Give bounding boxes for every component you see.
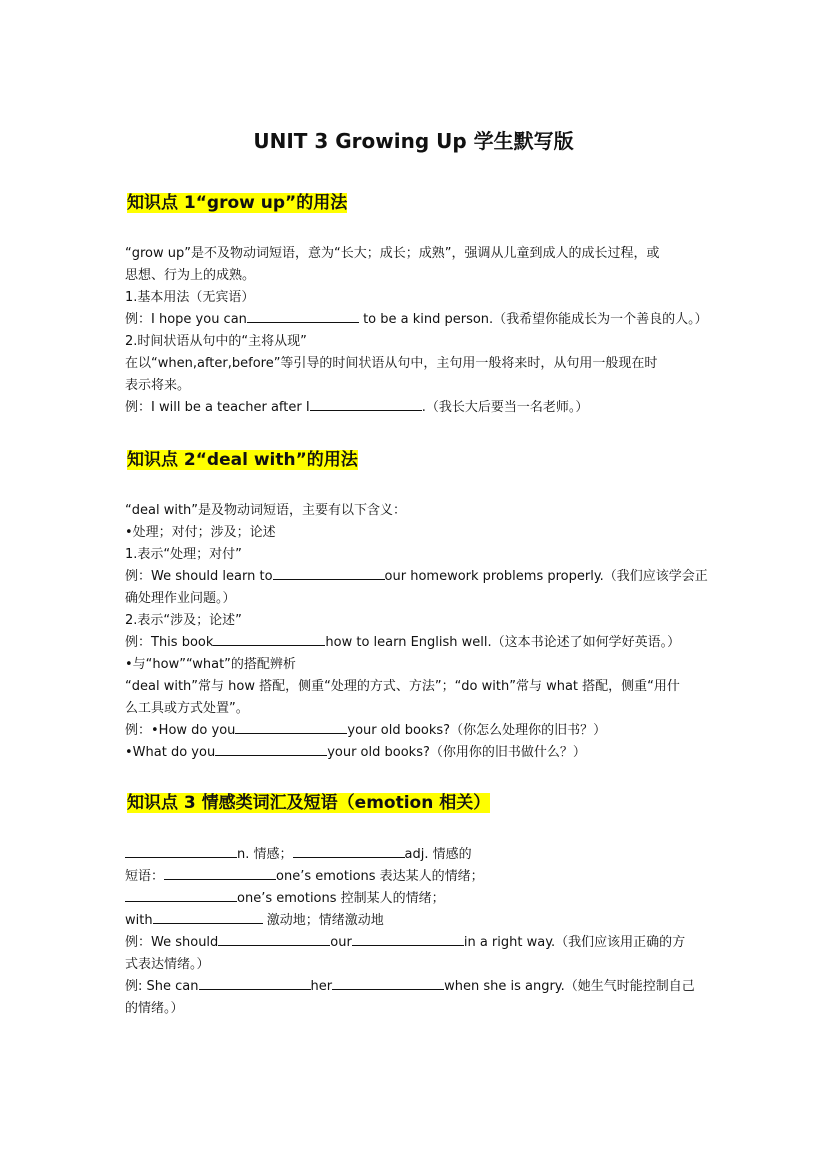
s1-example-1 bbox=[125, 309, 710, 331]
section-1-heading bbox=[125, 190, 349, 216]
s1-rule-line-1: 在以“when,after,before”等引导的时间状语从句中，主句用一般将来时，从句用一般现在时 bbox=[125, 356, 658, 371]
s2-example-1-text-a: 例：We should learn to bbox=[125, 569, 273, 584]
fill-blank[interactable] bbox=[218, 933, 330, 946]
s2-example-4-text-b: your old books?（你用你的旧书做什么？） bbox=[327, 745, 586, 760]
s3-phrase-1 bbox=[125, 866, 710, 888]
s3-vocab-text-a: n. 情感； bbox=[237, 847, 293, 862]
s2-meanings: •处理；对付；涉及；论述 bbox=[125, 525, 276, 540]
s3-example-2 bbox=[125, 976, 710, 998]
fill-blank[interactable] bbox=[332, 977, 444, 990]
s2-subheading-2: 2.表示“涉及；论述” bbox=[125, 613, 242, 628]
fill-blank[interactable] bbox=[273, 567, 385, 580]
s3-phrase-1-text-a: 短语： bbox=[125, 869, 165, 884]
section-2-heading bbox=[125, 447, 360, 473]
s3-example-1-text-b: our bbox=[330, 935, 352, 950]
s2-example-3-text-b: your old books?（你怎么处理你的旧书？） bbox=[347, 723, 607, 738]
page-title: UNIT 3 Growing Up 学生默写版 bbox=[253, 129, 574, 153]
fill-blank[interactable] bbox=[199, 977, 311, 990]
s3-example-1 bbox=[125, 932, 710, 954]
s3-phrase-2-text-b: one’s emotions 控制某人的情绪； bbox=[237, 891, 445, 906]
s3-example-1-cont: 式表达情绪。） bbox=[125, 957, 210, 972]
section-2-heading-text: 知识点 2“deal with”的用法 bbox=[127, 450, 358, 470]
fill-blank[interactable] bbox=[153, 911, 263, 924]
fill-blank[interactable] bbox=[247, 310, 359, 323]
s3-phrase-3-text-b: 激动地；情绪激动地 bbox=[266, 913, 384, 928]
s1-rule-line-2: 表示将来。 bbox=[125, 378, 191, 393]
s1-intro-line-1: “grow up”是不及物动词短语，意为“长大；成长；成熟”，强调从儿童到成人的成长过程，或 bbox=[125, 246, 660, 261]
s1-example-2 bbox=[125, 397, 710, 419]
s2-intro: “deal with”是及物动词短语，主要有以下含义： bbox=[125, 503, 407, 518]
s3-phrase-2 bbox=[125, 888, 710, 910]
s2-example-1 bbox=[125, 566, 710, 588]
s2-example-1-cont: 确处理作业问题。） bbox=[125, 591, 236, 606]
s3-example-1-text-c: in a right way.（我们应该用正确的方 bbox=[463, 935, 686, 950]
s1-example-1-text-b: to be a kind person.（我希望你能成长为一个善良的人。） bbox=[363, 312, 708, 327]
s2-compare-heading: •与“how”“what”的搭配辨析 bbox=[125, 657, 296, 672]
s1-subheading-1: 1.基本用法（无宾语） bbox=[125, 290, 255, 305]
s1-example-2-text-b: .（我长大后要当一名老师。） bbox=[421, 400, 589, 415]
s3-phrase-1-text-b: one’s emotions 表达某人的情绪； bbox=[276, 869, 484, 884]
s2-compare-line-2: 么工具或方式处置”。 bbox=[125, 701, 249, 716]
section-1-heading-text: 知识点 1“grow up”的用法 bbox=[127, 193, 348, 213]
s3-example-1-text-a: 例：We should bbox=[125, 935, 219, 950]
section-3-heading bbox=[125, 790, 492, 816]
s2-compare-line-1: “deal with”常与 how 搭配，侧重“处理的方式、方法”；“do with”常与 what 搭配，侧重“用什 bbox=[125, 679, 680, 694]
s2-example-1-text-b: our homework problems properly.（我们应该学会正 bbox=[384, 569, 708, 584]
s1-subheading-2: 2.时间状语从句中的“主将从现” bbox=[125, 334, 307, 349]
s2-example-2-text-a: 例：This book bbox=[125, 635, 214, 650]
s2-example-4 bbox=[125, 742, 710, 764]
section-3-heading-text: 知识点 3 情感类词汇及短语（emotion 相关） bbox=[127, 793, 491, 813]
fill-blank[interactable] bbox=[125, 889, 237, 902]
fill-blank[interactable] bbox=[125, 845, 237, 858]
s2-example-4-text-a: •What do you bbox=[125, 745, 216, 760]
s3-example-2-text-b: her bbox=[310, 979, 333, 994]
s2-subheading-1: 1.表示“处理；对付” bbox=[125, 547, 242, 562]
s1-intro-line-2: 思想、行为上的成熟。 bbox=[125, 268, 256, 283]
s2-example-3-text-a: 例：•How do you bbox=[125, 723, 236, 738]
s2-example-3 bbox=[125, 720, 710, 742]
s3-example-2-text-a: 例: She can bbox=[125, 979, 199, 994]
s1-example-2-text-a: 例：I will be a teacher after I bbox=[125, 400, 310, 415]
fill-blank[interactable] bbox=[164, 867, 276, 880]
s2-example-2 bbox=[125, 632, 710, 654]
s3-phrase-3 bbox=[125, 910, 710, 932]
fill-blank[interactable] bbox=[293, 845, 405, 858]
fill-blank[interactable] bbox=[215, 743, 327, 756]
fill-blank[interactable] bbox=[352, 933, 464, 946]
fill-blank[interactable] bbox=[213, 633, 325, 646]
s3-vocab-text-b: adj. 情感的 bbox=[404, 847, 472, 862]
s3-phrase-3-text-a: with bbox=[125, 913, 153, 928]
s1-example-1-text-a: 例：I hope you can bbox=[125, 312, 247, 327]
s3-example-2-cont: 的情绪。） bbox=[125, 1001, 184, 1016]
s3-vocab bbox=[125, 844, 710, 866]
s2-example-2-text-b: how to learn English well.（这本书论述了如何学好英语。） bbox=[325, 635, 681, 650]
fill-blank[interactable] bbox=[235, 721, 347, 734]
fill-blank[interactable] bbox=[310, 398, 422, 411]
s3-example-2-text-c: when she is angry.（她生气时能控制自己 bbox=[444, 979, 695, 994]
